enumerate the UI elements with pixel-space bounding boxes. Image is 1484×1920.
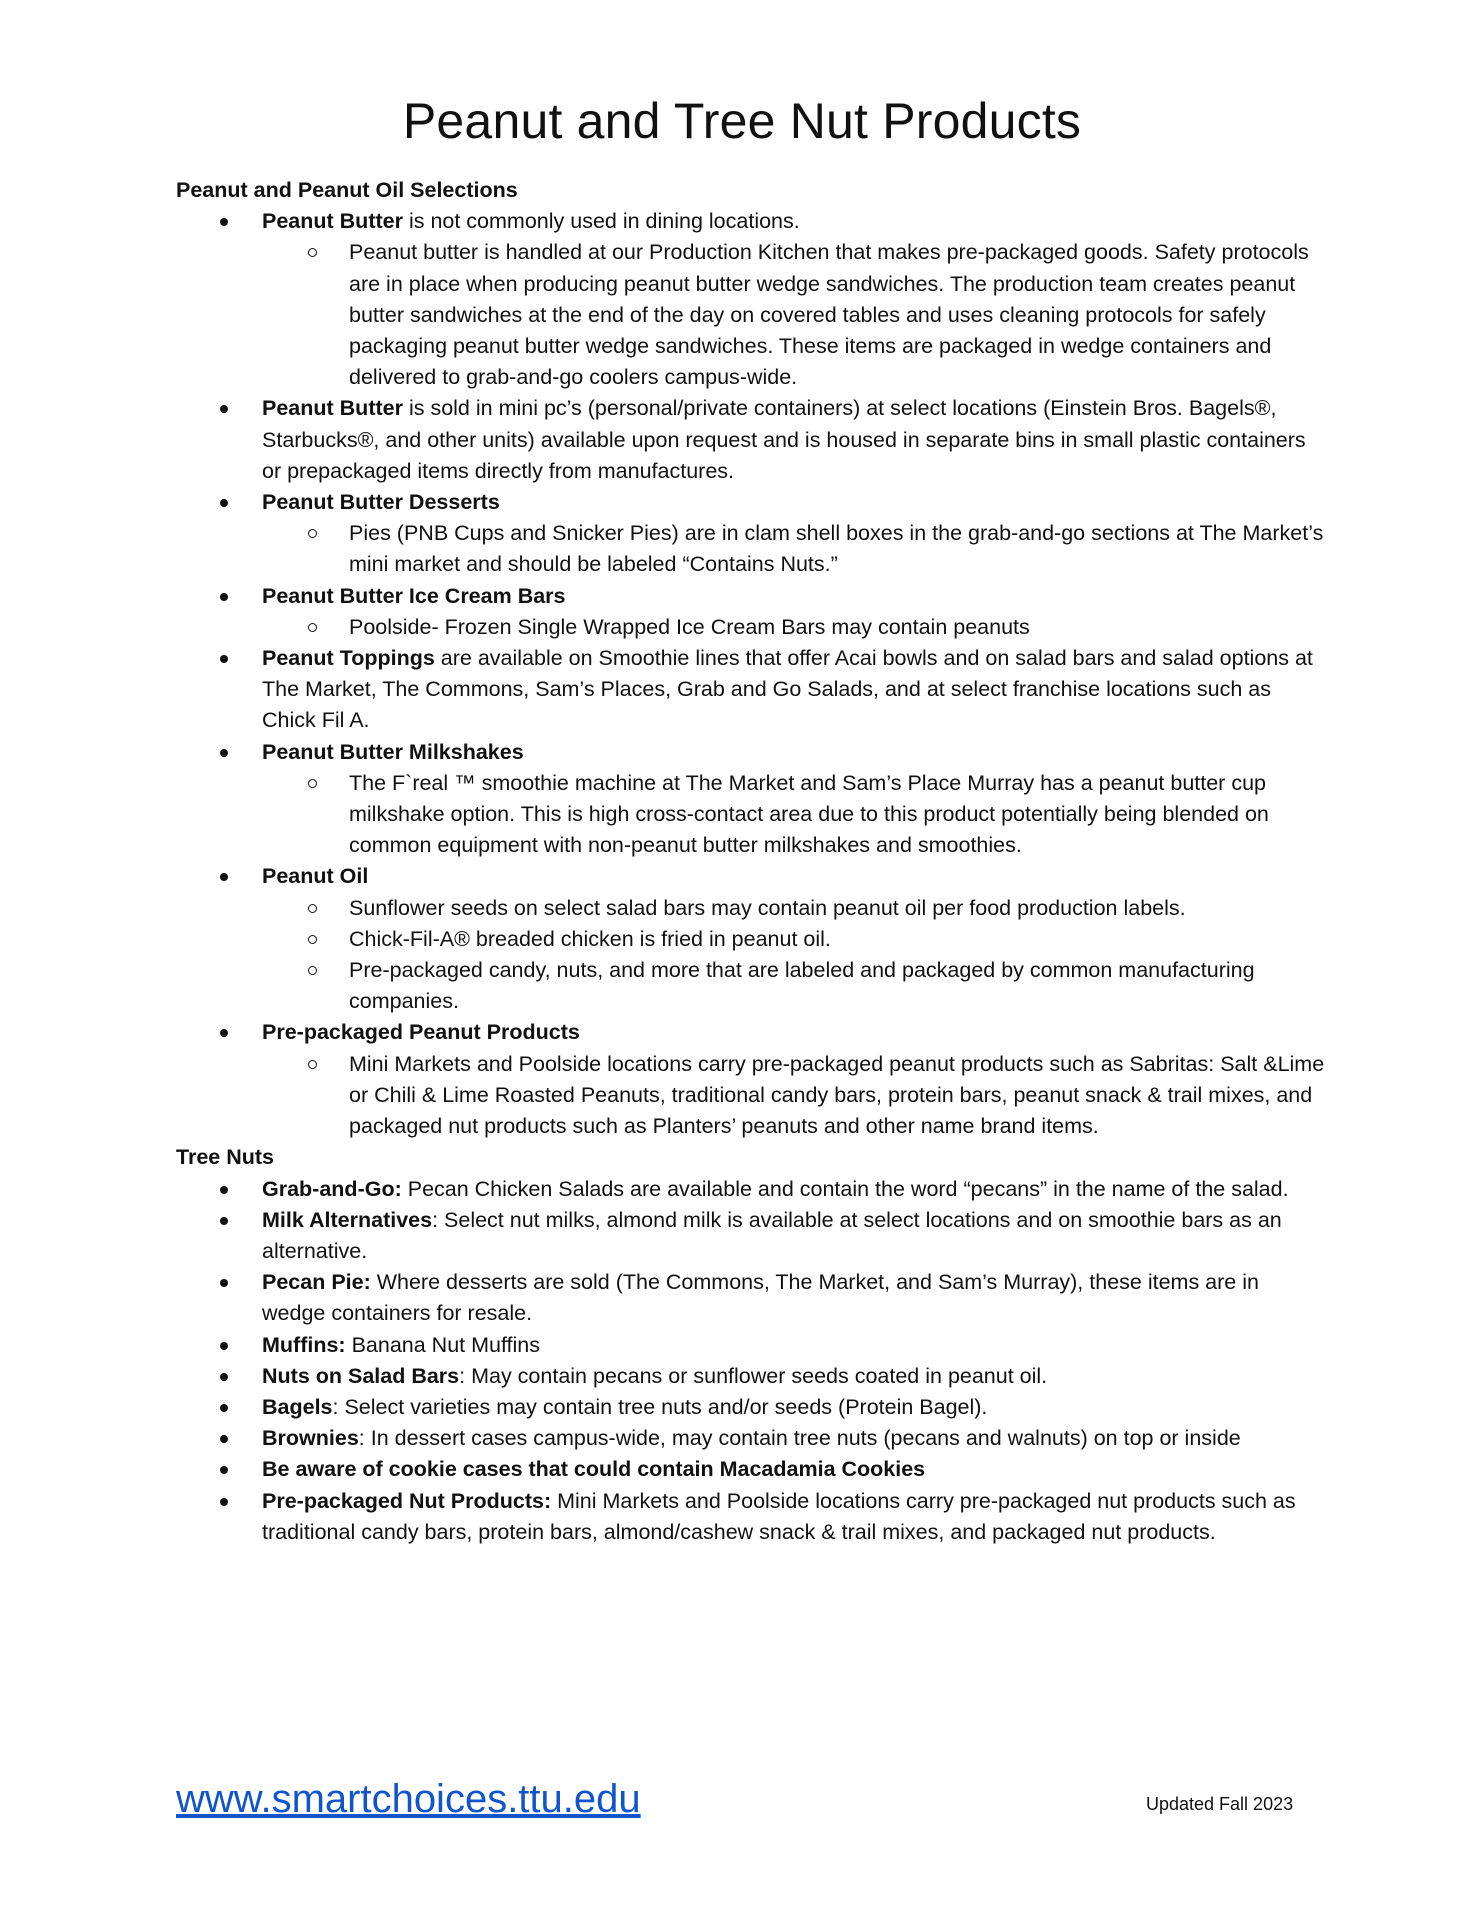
- section-heading-peanut: Peanut and Peanut Oil Selections: [176, 178, 518, 202]
- sub-item-text: The F`real ™ smoothie machine at The Market and Sam’s Place Murray has a peanut butter cup milkshake option. This is high cross-contact area due to this product potentially being blended on common equipment with non-peanut butter milkshakes and smoothies.: [349, 770, 1269, 858]
- item-bold-label: Brownies: [262, 1426, 359, 1451]
- item-text: Mini Markets and Poolside locations carry pre-packaged nut products such as traditional candy bars, protein bars, almond/cashew snack & trail mixes, and packaged nut products.: [262, 1488, 1296, 1544]
- item-bold-label: Nuts on Salad Bars: [262, 1363, 460, 1388]
- item-bold-label: Peanut Toppings: [262, 646, 435, 671]
- item-text: are available on Smoothie lines that offer Acai bowls and on salad bars and salad options at The Market, The Commons, Sam’s Places, Grab and Go Salads, and at select franchise locations such as Chick Fil A.: [262, 646, 1313, 733]
- list-item-peanut-oil: [176, 861, 1326, 892]
- sub-list-item: [176, 893, 1326, 924]
- sub-list-item: [176, 1049, 1326, 1143]
- list-item-bagels: [176, 1392, 1326, 1423]
- item-text: Where desserts are sold (The Commons, The Market, and Sam’s Murray), these items are in wedge containers for resale.: [262, 1270, 1259, 1326]
- sub-item-text: Pies (PNB Cups and Snicker Pies) are in clam shell boxes in the grab-and-go sections at The Market’s mini market and should be labeled “Contains Nuts.”: [349, 521, 1324, 577]
- document-body: [176, 175, 1326, 1548]
- sub-list-item: [176, 612, 1326, 643]
- list-item-peanut-toppings: [176, 643, 1326, 737]
- item-bold-label: Bagels: [262, 1394, 333, 1419]
- list-item-grab-and-go: [176, 1174, 1326, 1205]
- item-bold-label: Peanut Butter: [262, 209, 403, 234]
- item-bold-label: Milk Alternatives: [262, 1207, 433, 1232]
- item-text: : Select nut milks, almond milk is available at select locations and on smoothie bars as an alternative.: [262, 1207, 1282, 1263]
- sub-list-item: [176, 768, 1326, 862]
- item-bold-label: Peanut Butter Milkshakes: [262, 739, 524, 764]
- list-item-cookie-cases: [176, 1454, 1326, 1485]
- item-bold-label: Muffins:: [262, 1332, 346, 1357]
- page-title: Peanut and Tree Nut Products: [402, 93, 1082, 149]
- item-bold-label: Peanut Butter Desserts: [262, 490, 500, 515]
- item-bold-label: Peanut Butter: [262, 396, 403, 421]
- list-item-milk-alternatives: [176, 1205, 1326, 1267]
- sub-list-item: [176, 924, 1326, 955]
- item-bold-label: Pre-packaged Peanut Products: [262, 1020, 580, 1045]
- item-text: is not commonly used in dining locations.: [402, 209, 800, 234]
- list-item-peanut-butter-ice-cream-bars: [176, 581, 1326, 612]
- item-bold-label: Grab-and-Go:: [262, 1176, 402, 1201]
- list-item-peanut-butter-milkshakes: [176, 737, 1326, 768]
- list-item-peanut-butter: [176, 206, 1326, 237]
- sub-item-text: Mini Markets and Poolside locations carry pre-packaged peanut products such as Sabritas: Salt &Lime or Chili & Lime Roasted Peanuts, traditional candy bars, protein bars, peanut snack & trail mixes, and packaged nut products such as Planters’ peanuts and other name brand items.: [349, 1051, 1325, 1139]
- item-text: : May contain pecans or sunflower seeds coated in peanut oil.: [459, 1363, 1048, 1388]
- item-bold-label: Pre-packaged Nut Products:: [262, 1488, 552, 1513]
- sub-item-text: Peanut butter is handled at our Production Kitchen that makes pre-packaged goods. Safety protocols are in place when producing peanut butter wedge sandwiches. The production team creates peanut butter sandwiches at the end of the day on covered tables and uses cleaning protocols for safely packaging peanut butter wedge sandwiches. These items are packaged in wedge containers and delivered to grab-and-go coolers campus-wide.: [349, 240, 1309, 390]
- item-text: Pecan Chicken Salads are available and contain the word “pecans” in the name of the salad.: [401, 1176, 1289, 1201]
- item-bold-label: Peanut Oil: [262, 864, 369, 889]
- item-text: : In dessert cases campus-wide, may contain tree nuts (pecans and walnuts) on top or inside: [358, 1426, 1241, 1451]
- list-item-brownies: [176, 1423, 1326, 1454]
- item-text: : Select varieties may contain tree nuts and/or seeds (Protein Bagel).: [332, 1394, 988, 1419]
- sub-item-text: Sunflower seeds on select salad bars may contain peanut oil per food production labels.: [349, 895, 1186, 920]
- list-item-pecan-pie: [176, 1267, 1326, 1329]
- item-bold-label: Be aware of cookie cases that could contain Macadamia Cookies: [262, 1457, 926, 1482]
- list-item-prepackaged-nut-products: [176, 1486, 1326, 1548]
- sub-item-text: Poolside- Frozen Single Wrapped Ice Cream Bars may contain peanuts: [349, 614, 1030, 639]
- sub-item-text: Pre-packaged candy, nuts, and more that are labeled and packaged by common manufacturing companies.: [349, 958, 1255, 1014]
- item-text: Banana Nut Muffins: [345, 1332, 541, 1357]
- list-item-muffins: [176, 1330, 1326, 1361]
- list-item-prepackaged-peanut-products: [176, 1017, 1326, 1048]
- sub-list-item: [176, 237, 1326, 393]
- sub-item-text: Chick-Fil-A® breaded chicken is fried in peanut oil.: [349, 926, 831, 951]
- item-text: is sold in mini pc’s (personal/private containers) at select locations (Einstein Bros. Bagels®, Starbucks®, and other units) available upon request and is housed in separate bins in small plastic containers or prepackaged items directly from manufactures.: [262, 396, 1306, 483]
- footer-updated-date: Updated Fall 2023: [1146, 1794, 1294, 1814]
- sub-list-item: [176, 518, 1326, 580]
- sub-list-item: [176, 955, 1326, 1017]
- list-item-peanut-butter-mini-pcs: [176, 393, 1326, 487]
- section-heading-tree-nuts: Tree Nuts: [176, 1145, 274, 1170]
- item-bold-label: Pecan Pie:: [262, 1270, 371, 1295]
- list-item-peanut-butter-desserts: [176, 487, 1326, 518]
- list-item-nuts-on-salad-bars: [176, 1361, 1326, 1392]
- footer-website-link[interactable]: www.smartchoices.ttu.edu: [176, 1777, 641, 1821]
- item-bold-label: Peanut Butter Ice Cream Bars: [262, 583, 566, 608]
